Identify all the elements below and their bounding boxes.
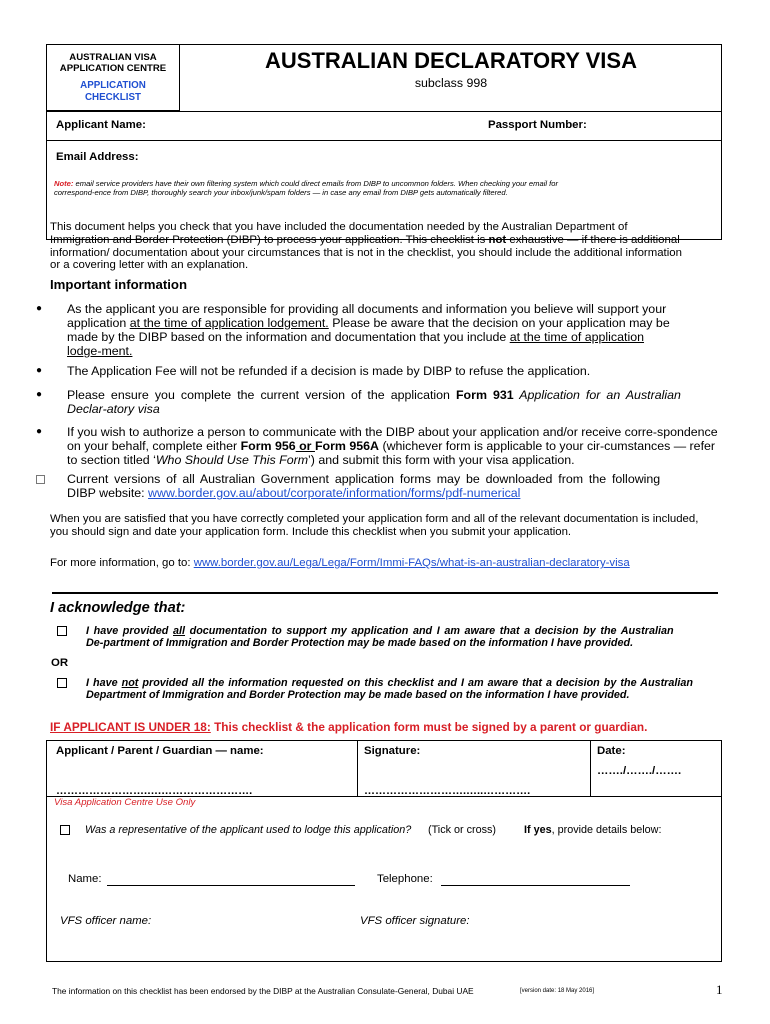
email-note: Note: email service providers have their own filtering system which could direct emails from DIBP to uncommon folders. When checking your email for correspond-ence from DIBP, thoroughly search your inbox/junk/spam folders — in case any email from DIBP gets automatically filtered. <box>54 179 559 198</box>
acknowledge-option-1: I have provided all documentation to support my application and I am aware that a decision by the Australian De-partment of Immigration and Border Protection may be made based on the information I have provided. <box>86 625 674 650</box>
checkbox-icon <box>36 475 45 484</box>
divider <box>590 740 591 797</box>
guardian-name-label: Applicant / Parent / Guardian — name: <box>56 745 264 757</box>
passport-number-label: Passport Number: <box>488 119 587 131</box>
closing-paragraph: When you are satisfied that you have correctly completed your application form and all of the relevant documentation is included, you should sign and date your application form. Include this checklist when you submit your application. <box>50 513 699 538</box>
bullet-icon: ● <box>36 389 43 400</box>
important-heading: Important information <box>50 277 187 292</box>
representative-checkbox[interactable] <box>60 825 70 835</box>
list-item: If you wish to authorize a person to communicate with the DIBP about your application and/or receive corre-spondence on your behalf, complete either Form 956 or Form 956A (whichever form is applicable to your cir-cumstances — refer to section titled ‘Who Should Use This Form’) and submit this form with your visa application. <box>67 425 718 467</box>
divider <box>46 111 722 112</box>
bullet-icon: ● <box>36 303 43 314</box>
divider <box>46 140 722 141</box>
divider <box>357 740 358 797</box>
centre-name: AUSTRALIAN VISA APPLICATION CENTRE <box>59 52 167 74</box>
more-info-link[interactable]: www.border.gov.au/Lega/Lega/Form/Immi-FAQs/what-is-an-australian-declaratory-visa <box>193 557 630 569</box>
signature-field[interactable]: ……………………….…..…………. <box>364 785 531 797</box>
list-item: Please ensure you complete the current version of the application Form 931 Application for an Australian Declar-atory visa <box>67 388 681 416</box>
acknowledge-checkbox-1[interactable] <box>57 626 67 636</box>
representative-name-label: Name: <box>68 873 102 885</box>
intro-paragraph: This document helps you check that you have included the documentation needed by the Australian Department of Immigration and Border Protection (DIBP) to process your application. This checklist is not exhaustive — if there is additional information/ documentation about your circumstances that is not in the checklist, you should include the additional information or a covering letter with an explanation. <box>50 221 682 272</box>
checklist-label: APPLICATION CHECKLIST <box>80 80 146 103</box>
acknowledge-option-2: I have not provided all the information requested on this checklist and I am aware that a decision by the Australian Department of Immigration and Border Protection may be made based on the information I have provided. <box>86 677 693 702</box>
representative-name-field[interactable] <box>107 885 355 886</box>
applicant-name-label: Applicant Name: <box>56 119 146 131</box>
acknowledge-heading: I acknowledge that: <box>50 600 186 616</box>
list-item: As the applicant you are responsible for providing all documents and information you believe will support your application at the time of application lodgement. Please be aware that the decision on your application may be made by the DIBP based on the information and documentation that you include at the time of application lodge-ment. <box>67 302 670 358</box>
date-label: Date: <box>597 745 626 757</box>
vfs-officer-name-label: VFS officer name: <box>60 915 152 927</box>
date-field[interactable]: ……./……./……. <box>597 765 682 777</box>
vfs-section-label: Visa Application Centre Use Only <box>54 797 196 808</box>
vfs-officer-signature-label: VFS officer signature: <box>360 915 470 927</box>
bullet-icon: ● <box>36 426 43 437</box>
telephone-field[interactable] <box>441 885 630 886</box>
page-subtitle: subclass 998 <box>414 76 488 90</box>
or-label: OR <box>51 657 69 669</box>
representative-question: Was a representative of the applicant used to lodge this application? <box>85 824 412 836</box>
if-yes-label: If yes, provide details below: <box>524 824 662 836</box>
tick-hint: (Tick or cross) <box>428 824 496 836</box>
page-title: AUSTRALIAN DECLARATORY VISA <box>265 48 637 73</box>
list-item: The Application Fee will not be refunded if a decision is made by DIBP to refuse the application. <box>67 364 591 378</box>
more-info-line: For more information, go to: www.border.gov.au/Lega/Lega/Form/Immi-FAQs/what-is-an-australian-declaratory-visa <box>50 557 630 569</box>
under-18-notice: IF APPLICANT IS UNDER 18: This checklist & the application form must be signed by a parent or guardian. <box>50 720 648 734</box>
list-item: Current versions of all Australian Government application forms may be downloaded from the following DIBP website: www.border.gov.au/about/corporate/information/forms/pdf-numerical <box>67 472 661 500</box>
page-number: 1 <box>716 982 723 997</box>
signature-label: Signature: <box>364 745 421 757</box>
note-label: Note: <box>54 179 74 188</box>
acknowledge-checkbox-2[interactable] <box>57 678 67 688</box>
email-address-label: Email Address: <box>56 151 139 163</box>
telephone-label: Telephone: <box>377 873 433 885</box>
guardian-name-field[interactable]: …………………….….……………………. <box>56 785 253 797</box>
version-date: [version date: 18 May 2016] <box>520 988 595 994</box>
forms-download-link[interactable]: www.border.gov.au/about/corporate/information/forms/pdf-numerical <box>148 486 521 500</box>
bullet-icon: ● <box>36 365 43 376</box>
section-divider <box>52 592 718 594</box>
endorsement-note: The information on this checklist has been endorsed by the DIBP at the Australian Consulate-General, Dubai UAE <box>52 986 474 996</box>
